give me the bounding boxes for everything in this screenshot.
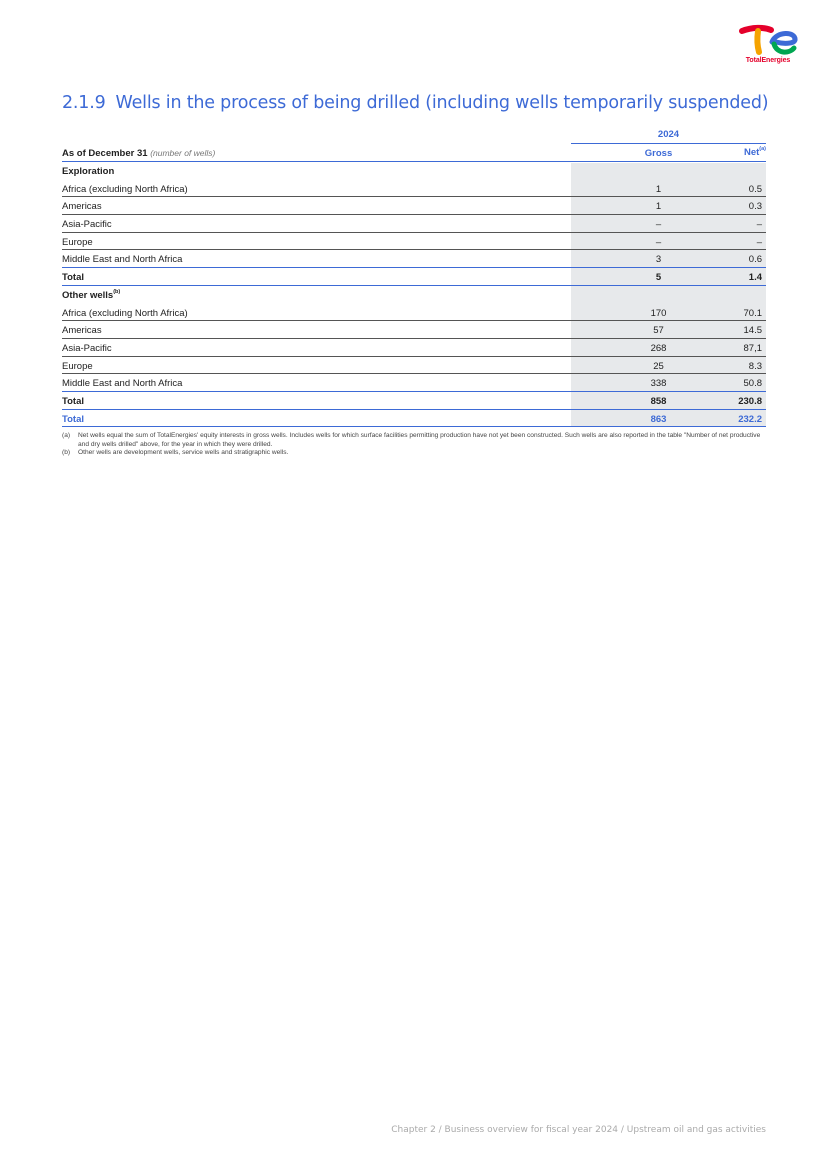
footnote-text: Net wells equal the sum of TotalEnergies' equity interests in gross wells. Includes wells for which surface facilities permitting production have not yet been constructed. Such wells are also reported in the table "Number of net productive and dry wells drilled" above, for the year in which they were drilled. <box>78 432 761 448</box>
total-row <box>62 268 766 286</box>
net-value: 14.5 <box>743 325 762 337</box>
row-label: Africa (excluding North Africa) <box>62 307 188 319</box>
gross-value: 858 <box>650 395 667 407</box>
net-footnote-ref: (a) <box>759 146 766 152</box>
gross-value: 863 <box>650 413 667 425</box>
row-label: Exploration <box>62 166 115 177</box>
gross-value: – <box>655 219 662 231</box>
table-row <box>62 374 766 392</box>
gross-value: 170 <box>650 307 667 319</box>
total-row <box>62 410 766 428</box>
table-row <box>62 357 766 375</box>
gross-value: 57 <box>653 325 664 337</box>
footnote <box>62 432 766 449</box>
table-row <box>62 250 766 268</box>
footnote <box>62 449 766 458</box>
row-label: Europe <box>62 360 93 372</box>
row-label: Total <box>62 413 84 425</box>
totalenergies-logo-icon <box>738 24 798 56</box>
net-value: 70.1 <box>743 307 762 319</box>
gross-value: 1 <box>655 183 662 195</box>
row-label: Africa (excluding North Africa) <box>62 183 188 195</box>
footnote-text: Other wells are development wells, service wells and stratigraphic wells. <box>78 449 289 457</box>
table-row <box>62 321 766 339</box>
gross-value: 25 <box>653 360 664 372</box>
net-value: 0.5 <box>748 183 762 195</box>
row-label: Middle East and North Africa <box>62 378 183 390</box>
table-header <box>62 147 766 161</box>
table-row <box>62 304 766 322</box>
net-column-header: Net$^{(a)}$ <box>743 146 766 158</box>
net-value: 230.8 <box>738 395 762 407</box>
totalenergies-logo <box>736 24 800 68</box>
net-value: 1.4 <box>748 272 762 284</box>
net-value: 50.8 <box>743 378 762 390</box>
logo-text: TotalEnergies <box>745 57 791 64</box>
gross-value: 338 <box>650 378 667 390</box>
section-number: 2.1.9 <box>62 93 106 113</box>
page-footer: Chapter 2 / Business overview for fiscal year 2024 / Upstream oil and gas activities <box>391 1125 766 1135</box>
net-value: – <box>756 236 762 248</box>
table-row <box>62 180 766 198</box>
label-column-header: As of December 31 (number of wells) <box>62 148 216 159</box>
section-heading <box>62 93 768 113</box>
section-row <box>62 286 766 304</box>
gross-value: – <box>655 236 662 248</box>
net-value: 0.3 <box>748 201 762 213</box>
gross-value: 3 <box>655 254 662 266</box>
section-title: Wells in the process of being drilled (including wells temporarily suspended) <box>115 93 769 113</box>
row-label: Middle East and North Africa <box>62 254 183 266</box>
net-value: – <box>756 219 762 231</box>
gross-value: 5 <box>655 272 662 284</box>
table-body <box>62 162 766 427</box>
row-label: Other wells$^{(b)}$ <box>62 288 121 301</box>
row-label: Europe <box>62 236 93 248</box>
label-header-note: (number of wells) <box>150 148 216 158</box>
row-label: Asia-Pacific <box>62 342 112 354</box>
table-row <box>62 215 766 233</box>
year-header: 2024 <box>657 129 680 140</box>
section-row <box>62 162 766 180</box>
gross-column-header: Gross <box>644 148 673 159</box>
net-value: 87,1 <box>743 342 762 354</box>
table-row <box>62 197 766 215</box>
year-underline <box>571 143 766 144</box>
footnote-key: (b) <box>62 449 71 457</box>
footnotes <box>62 432 766 458</box>
gross-value: 268 <box>650 342 667 354</box>
footnote-key: (a) <box>62 432 71 439</box>
row-label: Americas <box>62 201 102 213</box>
gross-value: 1 <box>655 201 662 213</box>
row-label: Total <box>62 395 84 407</box>
total-row <box>62 392 766 410</box>
table-row <box>62 339 766 357</box>
net-value: 232.2 <box>738 413 762 425</box>
footnote-ref: (b) <box>113 288 121 295</box>
row-label: Total <box>62 272 84 284</box>
table-row <box>62 233 766 251</box>
net-value: 8.3 <box>748 360 762 372</box>
row-label: Asia-Pacific <box>62 219 112 231</box>
net-value: 0.6 <box>748 254 762 266</box>
row-label: Americas <box>62 325 102 337</box>
